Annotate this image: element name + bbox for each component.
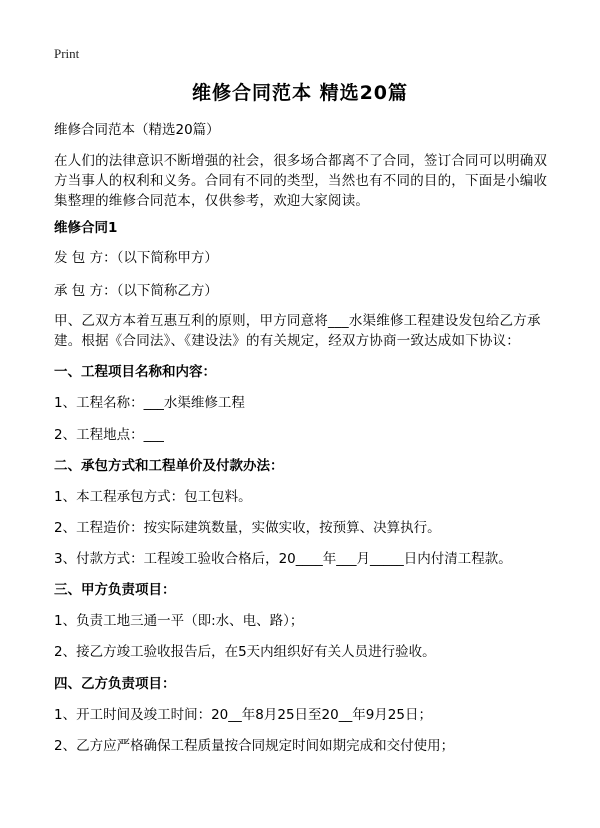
document-title: 维修合同范本 精选20篇 — [191, 82, 409, 104]
section-item: 1、本工程承包方式：包工包料。 — [54, 489, 252, 505]
preamble-paragraph: 甲、乙双方本着互惠互利的原则，甲方同意将___水渠维修工程建设发包给乙方承建。根据《合同法》、《建设法》的有关规定，经双方协商一致达成如下协议： — [54, 313, 541, 349]
document-subtitle: 维修合同范本（精选20篇） — [54, 122, 220, 138]
section-item: 2、工程造价：按实际建筑数量，实做实收，按预算、决算执行。 — [54, 520, 441, 536]
party-a-line: 发 包 方：（以下简称甲方） — [54, 250, 218, 266]
section-item: 1、工程名称：___水渠维修工程 — [54, 395, 245, 411]
section-item: 2、工程地点：___ — [54, 427, 164, 443]
section-item: 3、付款方式：工程竣工验收合格后，20____年___月_____日内付清工程款。 — [54, 551, 512, 567]
section-item: 2、接乙方竣工验收报告后，在5天内组织好有关人员进行验收。 — [54, 644, 436, 660]
section-item: 2、乙方应严格确保工程质量按合同规定时间如期完成和交付使用； — [54, 738, 455, 754]
section-heading: 二、承包方式和工程单价及付款办法： — [54, 458, 284, 474]
print-link[interactable]: Print — [54, 46, 80, 61]
contract-heading: 维修合同1 — [54, 220, 118, 236]
section-item: 1、负责工地三通一平（即:水、电、路）； — [54, 613, 304, 629]
section-item: 1、开工时间及竣工时间：20__年8月25日至20__年9月25日； — [54, 707, 432, 723]
party-b-line: 承 包 方：（以下简称乙方） — [54, 283, 218, 299]
section-heading: 四、乙方负责项目： — [54, 676, 176, 692]
section-heading: 一、工程项目名称和内容： — [54, 364, 216, 380]
intro-paragraph: 在人们的法律意识不断增强的社会，很多场合都离不了合同，签订合同可以明确双方当事人的权利和义务。合同有不同的类型，当然也有不同的目的，下面是小编收集整理的维修合同范本，仅供参考，欢迎大家阅读。 — [54, 153, 548, 209]
section-heading: 三、甲方负责项目： — [54, 582, 176, 598]
